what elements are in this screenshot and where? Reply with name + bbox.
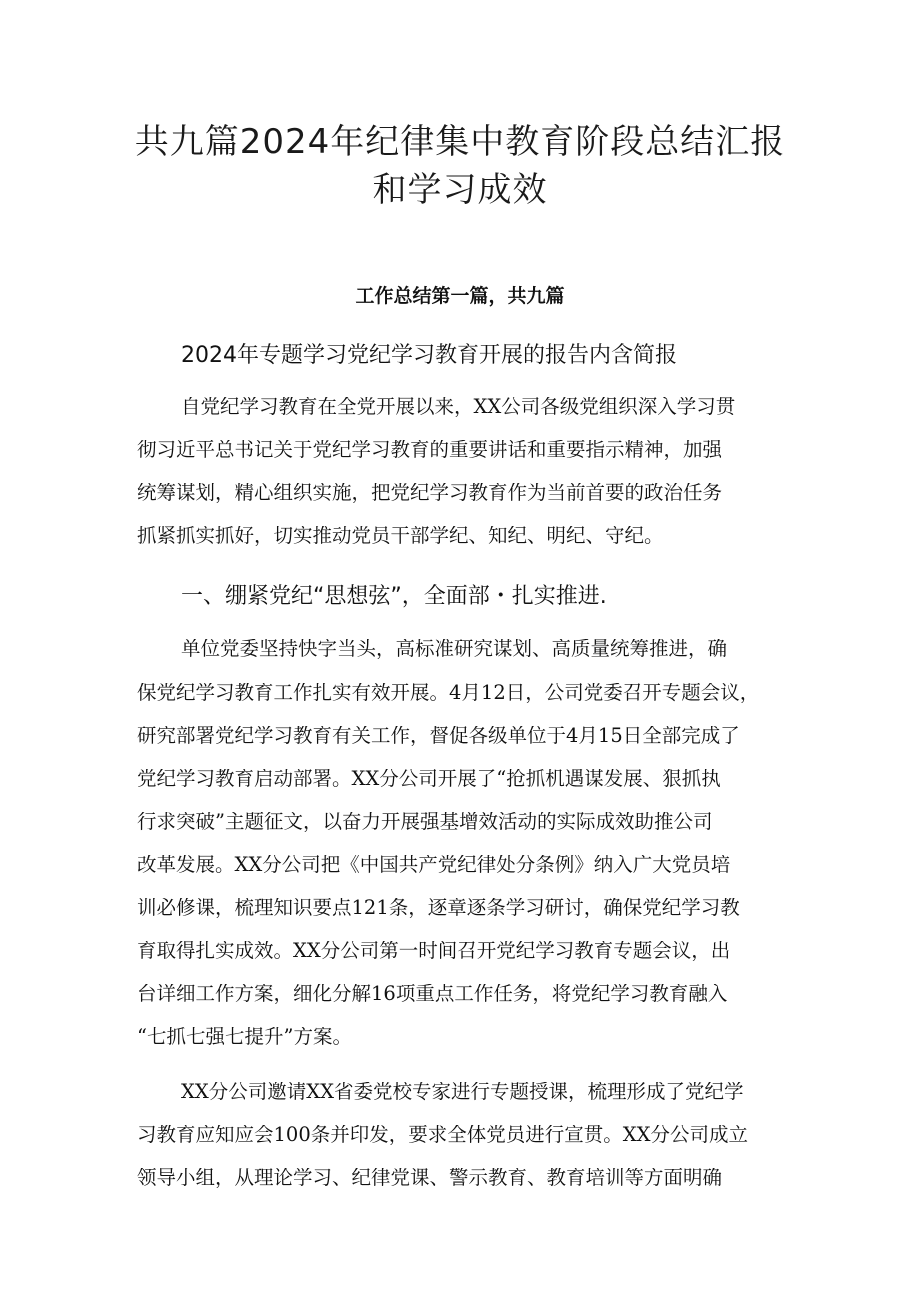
para1-line: 台详细工作方案，细化分解16项重点工作任务，将党纪学习教育融入 [137, 984, 728, 1004]
para1-line: 改革发展。XX分公司把《中国共产党纪律处分条例》纳入广大党员培 [137, 855, 731, 875]
intro-line: 自党纪学习教育在全党开展以来，XX公司各级党组织深入学习贯 [181, 397, 736, 417]
para1-line: 育取得扎实成效。XX分公司第一时间召开党纪学习教育专题会议，出 [137, 941, 731, 961]
para1-line: 单位党委坚持快字当头，高标准研究谋划、高质量统筹推进，确 [181, 639, 728, 659]
intro-line: 彻习近平总书记关于党纪学习教育的重要讲话和重要指示精神，加强 [137, 440, 723, 460]
para1-line: 训必修课，梳理知识要点121条，逐章逐条学习研讨，确保党纪学习教 [137, 898, 740, 918]
intro-line: 抓紧抓实抓好，切实推动党员干部学纪、知纪、明纪、守纪。 [137, 526, 664, 546]
para1-line: 保党纪学习教育工作扎实有效开展。4月12日，公司党委召开专题会议， [137, 683, 760, 703]
section-heading: 一、绷紧党纪“思想弦”，全面部・扎实推进. [181, 584, 607, 609]
document-title-line-1: 共九篇2024年纪律集中教育阶段总结汇报 [134, 122, 786, 162]
para2-line: 领导小组，从理论学习、纪律党课、警示教育、教育培训等方面明确 [137, 1168, 723, 1188]
para2-line: 习教育应知应会100条并印发，要求全体党员进行宣贯。XX分公司成立 [137, 1125, 748, 1145]
para1-line: 行求突破”主题征文，以奋力开展强基增效活动的实际成效助推公司 [137, 812, 713, 832]
para1-line: 党纪学习教育启动部署。XX分公司开展了“抢抓机遇谋发展、狠抓执 [137, 769, 721, 789]
report-heading: 2024年专题学习党纪学习教育开展的报告内含简报 [181, 343, 677, 368]
para2-line: XX分公司邀请XX省委党校专家进行专题授课，梳理形成了党纪学 [181, 1082, 744, 1102]
document-subtitle: 工作总结第一篇，共九篇 [355, 285, 565, 307]
para1-line: “七抓七强七提升”方案。 [137, 1027, 352, 1047]
document-title-line-2: 和学习成效 [372, 170, 548, 210]
para1-line: 研究部署党纪学习教育有关工作，督促各级单位于4月15日全部完成了 [137, 726, 740, 746]
intro-line: 统筹谋划，精心组织实施，把党纪学习教育作为当前首要的政治任务 [137, 483, 723, 503]
